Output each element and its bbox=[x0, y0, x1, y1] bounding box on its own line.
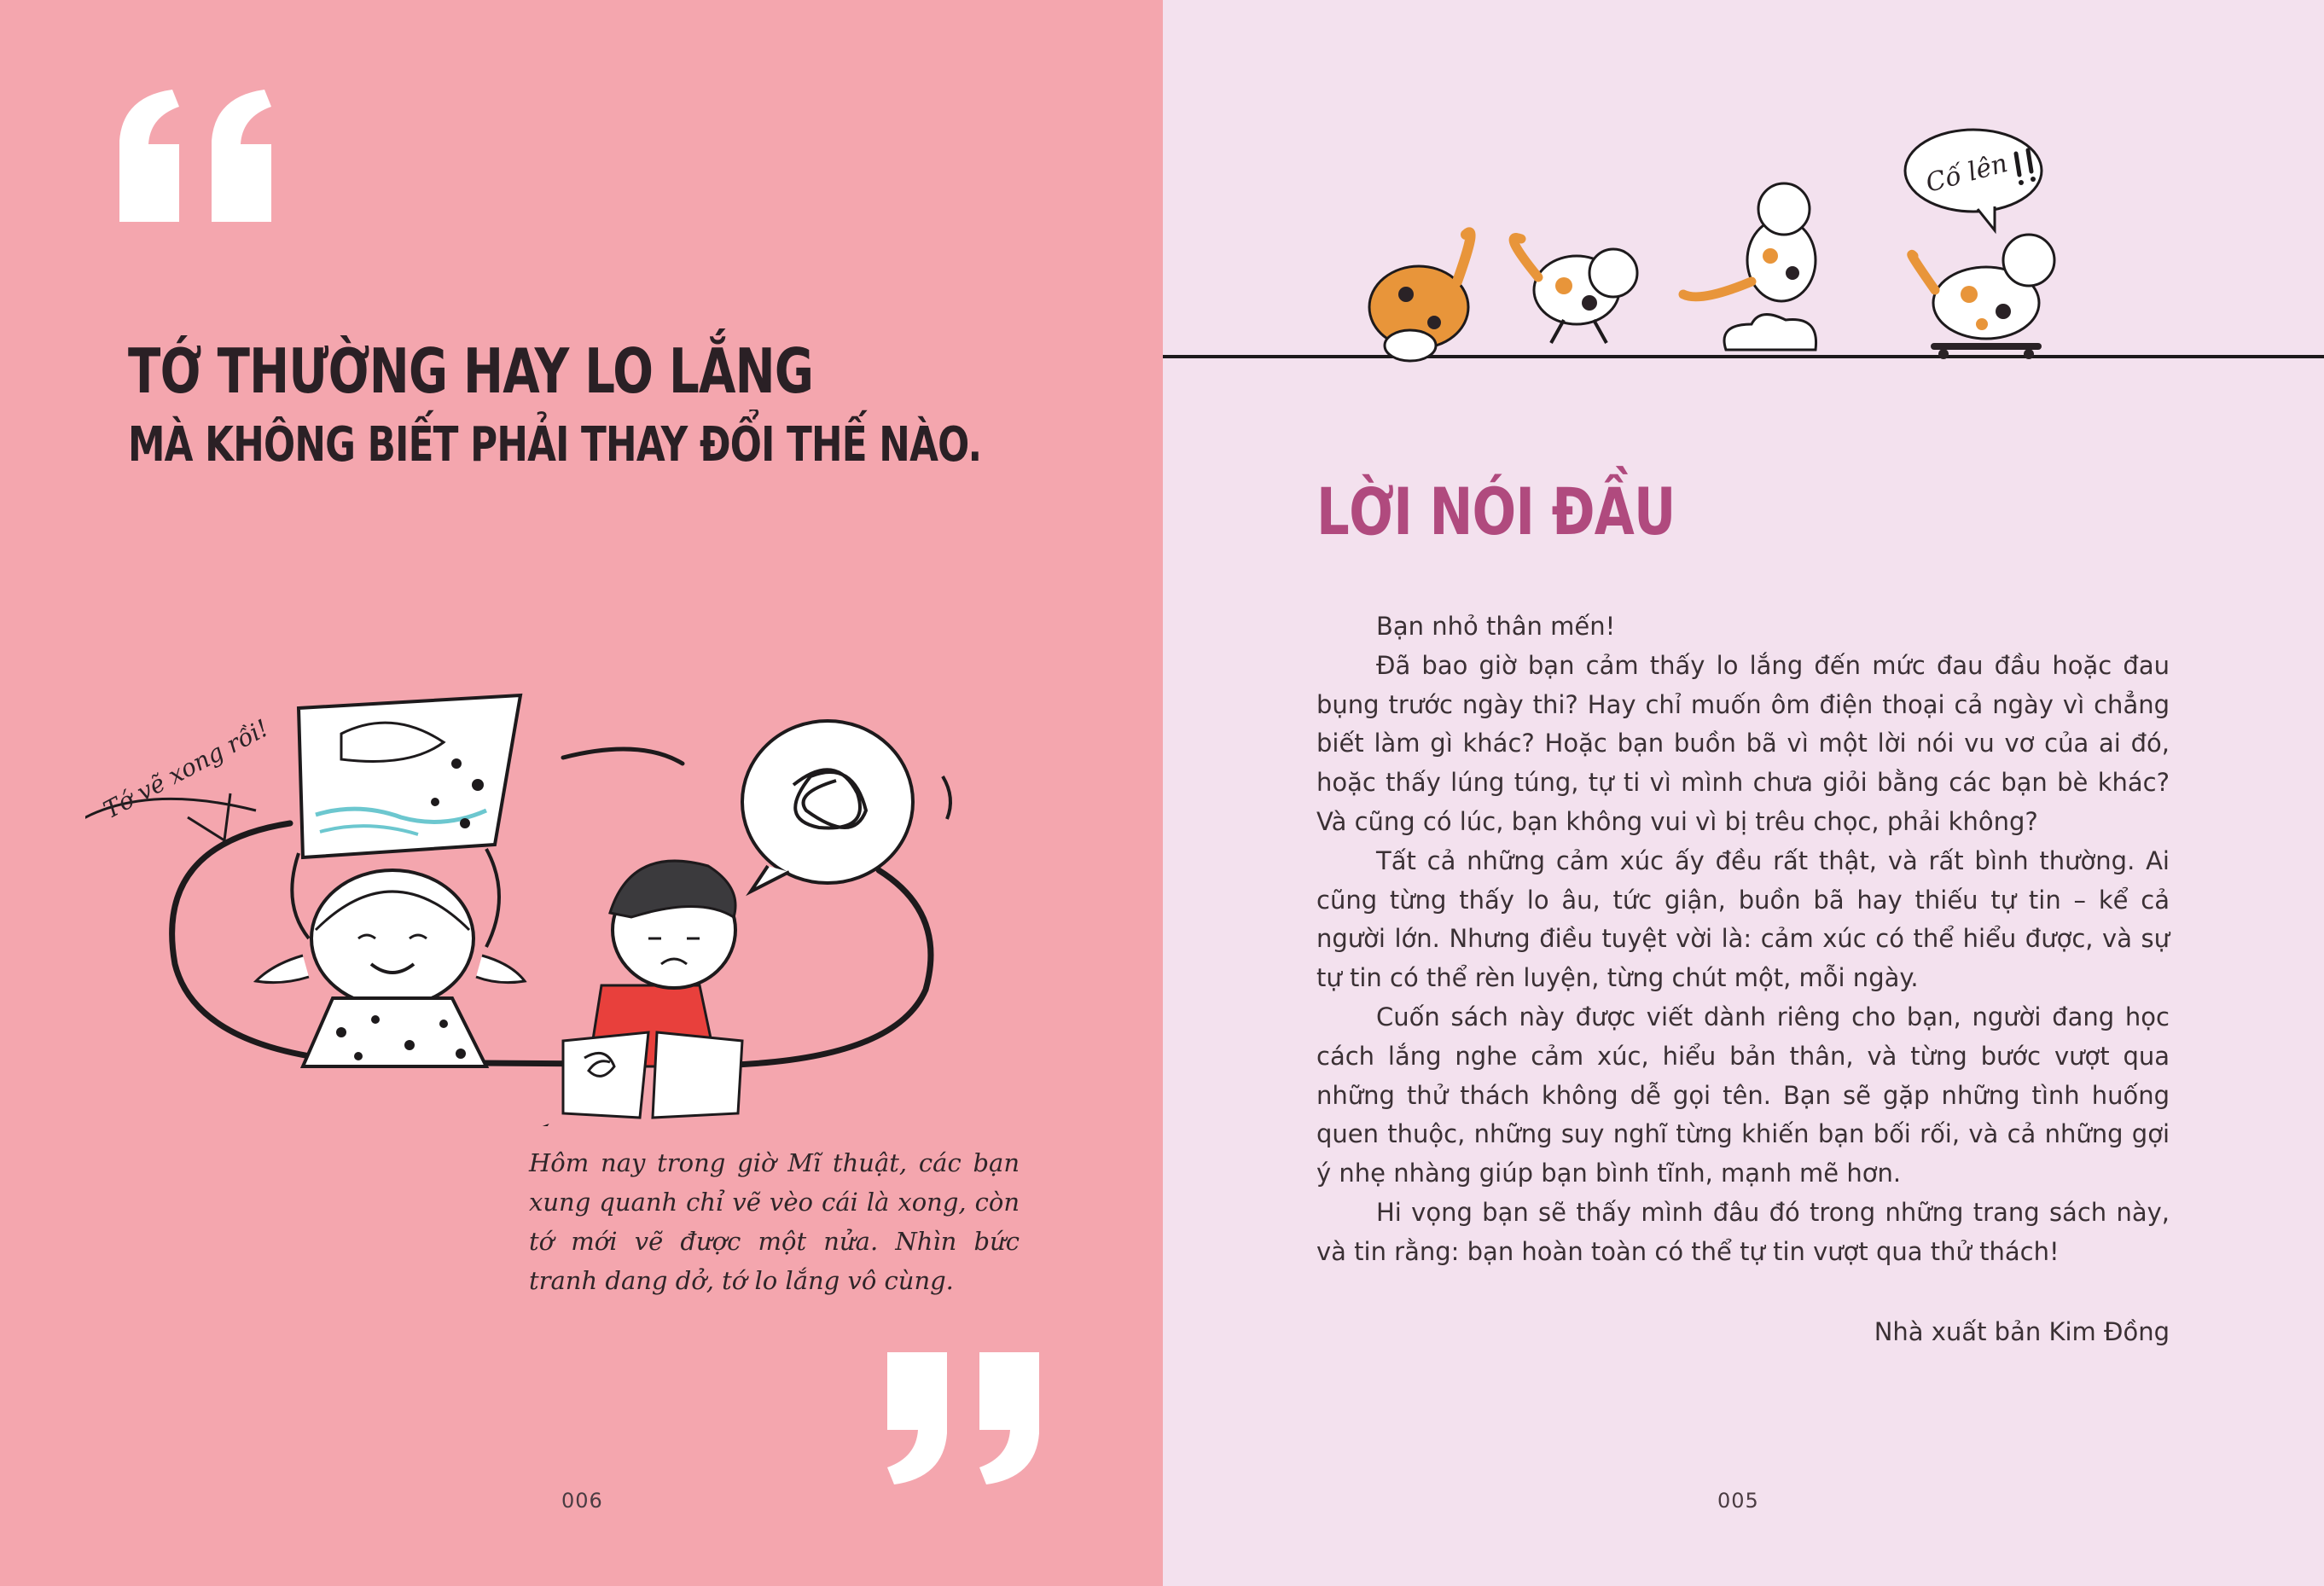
open-quote-icon bbox=[119, 90, 277, 226]
cats-icon bbox=[1163, 119, 2324, 375]
left-page-number: 006 bbox=[561, 1489, 603, 1513]
boy-speech-caption: Hôm nay trong giờ Mĩ thuật, các bạn xung quanh chỉ vẽ vèo cái là xong, còn tớ mới vẽ được một nửa. Nhìn bức tranh dang dở, tớ lo lắng vô cùng. bbox=[529, 1148, 1020, 1295]
right-page-number: 005 bbox=[1717, 1489, 1759, 1513]
girl-speech-text: Tớ vẽ xong rồi! bbox=[98, 713, 274, 825]
headline-line-1: TỚ THƯỜNG HAY LO LẮNG bbox=[128, 335, 814, 407]
cat-3-icon bbox=[1683, 183, 1816, 350]
left-headline bbox=[128, 333, 1163, 479]
right-page bbox=[1163, 0, 2324, 1586]
girl-with-drawing-icon bbox=[256, 695, 525, 1066]
cat-2-icon bbox=[1514, 237, 1637, 343]
publisher-signature: Nhà xuất bản Kim Đồng bbox=[1874, 1317, 2170, 1346]
cat-1-icon bbox=[1369, 232, 1471, 361]
foreword-body bbox=[1316, 607, 2170, 1272]
scribble-thought-icon bbox=[742, 721, 950, 892]
girl-and-boy-illustration bbox=[85, 683, 990, 1126]
headline-line-2: MÀ KHÔNG BIẾT PHẢI THAY ĐỔI THẾ NÀO. bbox=[128, 417, 982, 473]
foreword-paragraph: Tất cả những cảm xúc ấy đều rất thật, và rất bình thường. Ai cũng từng thấy lo âu, tức giận, buồn bã hay thiếu tự tin – kể cả người lớn. Nhưng điều tuyệt vời là: cảm xúc có thể hiểu được, và sự tự tin có thể rèn luyện, từng chút một, mỗi ngày. bbox=[1316, 845, 2170, 993]
foreword-paragraph: Cuốn sách này được viết dành riêng cho bạn, người đang học cách lắng nghe cảm xúc, hiểu bản thân, và từng bước vượt qua những thử thách không dễ gọi tên. Bạn sẽ gặp những tình huống quen thuộc, những suy nghĩ từng khiến bạn bối rối, và cả những gợi ý nhẹ nhàng giúp bạn bình tĩnh, mạnh mẽ hơn. bbox=[1316, 1002, 2170, 1188]
cat-speech-text: Cố lên bbox=[1922, 148, 2011, 199]
close-quote-icon bbox=[887, 1352, 1045, 1489]
foreword-paragraph: Bạn nhỏ thân mến! bbox=[1376, 612, 1616, 641]
sad-boy-icon bbox=[563, 861, 742, 1118]
cat-4-icon bbox=[1905, 130, 2054, 359]
foreword-paragraph: Đã bao giờ bạn cảm thấy lo lắng đến mức đau đầu hoặc đau bụng trước ngày thi? Hay chỉ muốn ôm điện thoại cả ngày vì chẳng biết làm gì khác? Hoặc bạn buồn bã vì một lời nói vu vơ của ai đó, hoặc thấy lúng túng, tự ti vì mình chưa giỏi bằng các bạn bè khác? Và cũng có lúc, bạn không vui vì bị trêu chọc, phải không? bbox=[1316, 650, 2170, 836]
foreword-paragraph: Hi vọng bạn sẽ thấy mình đâu đó trong những trang sách này, và tin rằng: bạn hoàn toàn có thể tự tin vượt qua thử thách! bbox=[1316, 1197, 2170, 1266]
foreword-title: LỜI NÓI ĐẦU bbox=[1316, 473, 1676, 549]
